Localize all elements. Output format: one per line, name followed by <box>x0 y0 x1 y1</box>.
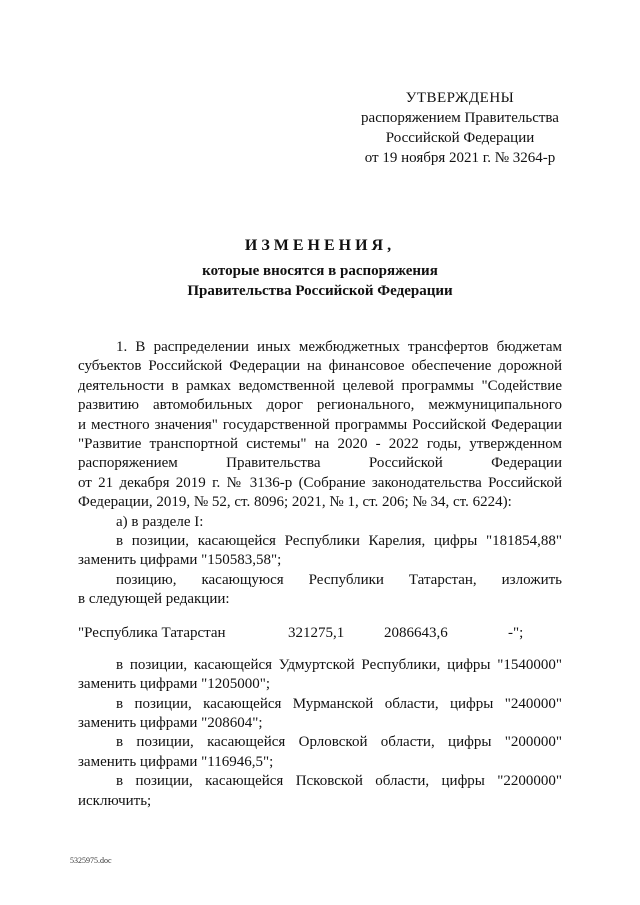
approval-stamp <box>340 88 580 168</box>
section-item: а) в разделе I: <box>116 513 204 530</box>
document-body <box>78 338 562 811</box>
subtitle-line: Правительства Российской Федерации <box>187 283 453 299</box>
amendment-line: позицию, касающуюся Республики Татарстан, изложить <box>116 571 562 588</box>
table-cell-region: "Республика Татарстан <box>78 624 226 641</box>
subtitle-line: которые вносятся в распоряжения <box>202 263 438 279</box>
paragraph-line: 1. В распределении иных межбюджетных трансфертов бюджетам <box>116 339 562 355</box>
paragraph-line: развитию автомобильных дорог регионального, межмуниципального <box>78 397 562 414</box>
paragraph-line: распоряжением Правительства Российской Федерации <box>78 455 562 472</box>
document-title: ИЗМЕНЕНИЯ, <box>244 237 396 254</box>
amendment-line: исключить; <box>78 792 152 809</box>
paragraph-line: от 21 декабря 2019 г. № 3136-р (Собрание законодательства Российской <box>78 474 562 491</box>
amendment-line: в следующей редакции: <box>78 591 230 608</box>
amendment-line: заменить цифрами "1205000"; <box>78 676 271 693</box>
paragraph-line: Федерации, 2019, № 52, ст. 8096; 2021, № 1, ст. 206; № 34, ст. 6224): <box>78 494 512 511</box>
approval-line: распоряжением Правительства <box>361 110 559 126</box>
paragraph-line: субъектов Российской Федерации на финансовое обеспечение дорожной <box>78 358 562 375</box>
amendment-line: заменить цифрами "208604"; <box>78 714 263 731</box>
amendment-line: в позиции, касающейся Республики Карелия, цифры "181854,88" <box>116 533 562 550</box>
approval-title: УТВЕРЖДЕНЫ <box>405 90 515 106</box>
paragraph-line: деятельности в рамках ведомственной целевой программы "Содействие <box>78 377 562 394</box>
paragraph-line: "Развитие транспортной системы" на 2020 - 2022 годы, утвержденном <box>78 436 562 453</box>
amendment-line: в позиции, касающейся Псковской области, цифры "2200000" <box>116 773 562 790</box>
paragraph-line: и местного значения" государственной программы Российской Федерации <box>78 416 562 433</box>
amendment-line: в позиции, касающейся Удмуртской Республики, цифры "1540000" <box>116 656 562 673</box>
table-cell-value: 2086643,6 <box>384 624 448 641</box>
footer-file-code: 5325975.doc <box>70 856 112 865</box>
amendment-line: в позиции, касающейся Орловской области, цифры "200000" <box>116 734 562 751</box>
table-cell-value: 321275,1 <box>288 624 345 641</box>
amendment-line: заменить цифрами "116946,5"; <box>78 753 274 770</box>
amendment-line: в позиции, касающейся Мурманской области, цифры "240000" <box>116 695 562 712</box>
amendment-line: заменить цифрами "150583,58"; <box>78 552 282 569</box>
document-subtitle <box>0 261 640 301</box>
approval-date: от 19 ноября 2021 г. № 3264-р <box>364 150 556 166</box>
table-cell-value: -"; <box>508 624 524 641</box>
table-row <box>78 624 562 644</box>
approval-line: Российской Федерации <box>385 130 535 146</box>
